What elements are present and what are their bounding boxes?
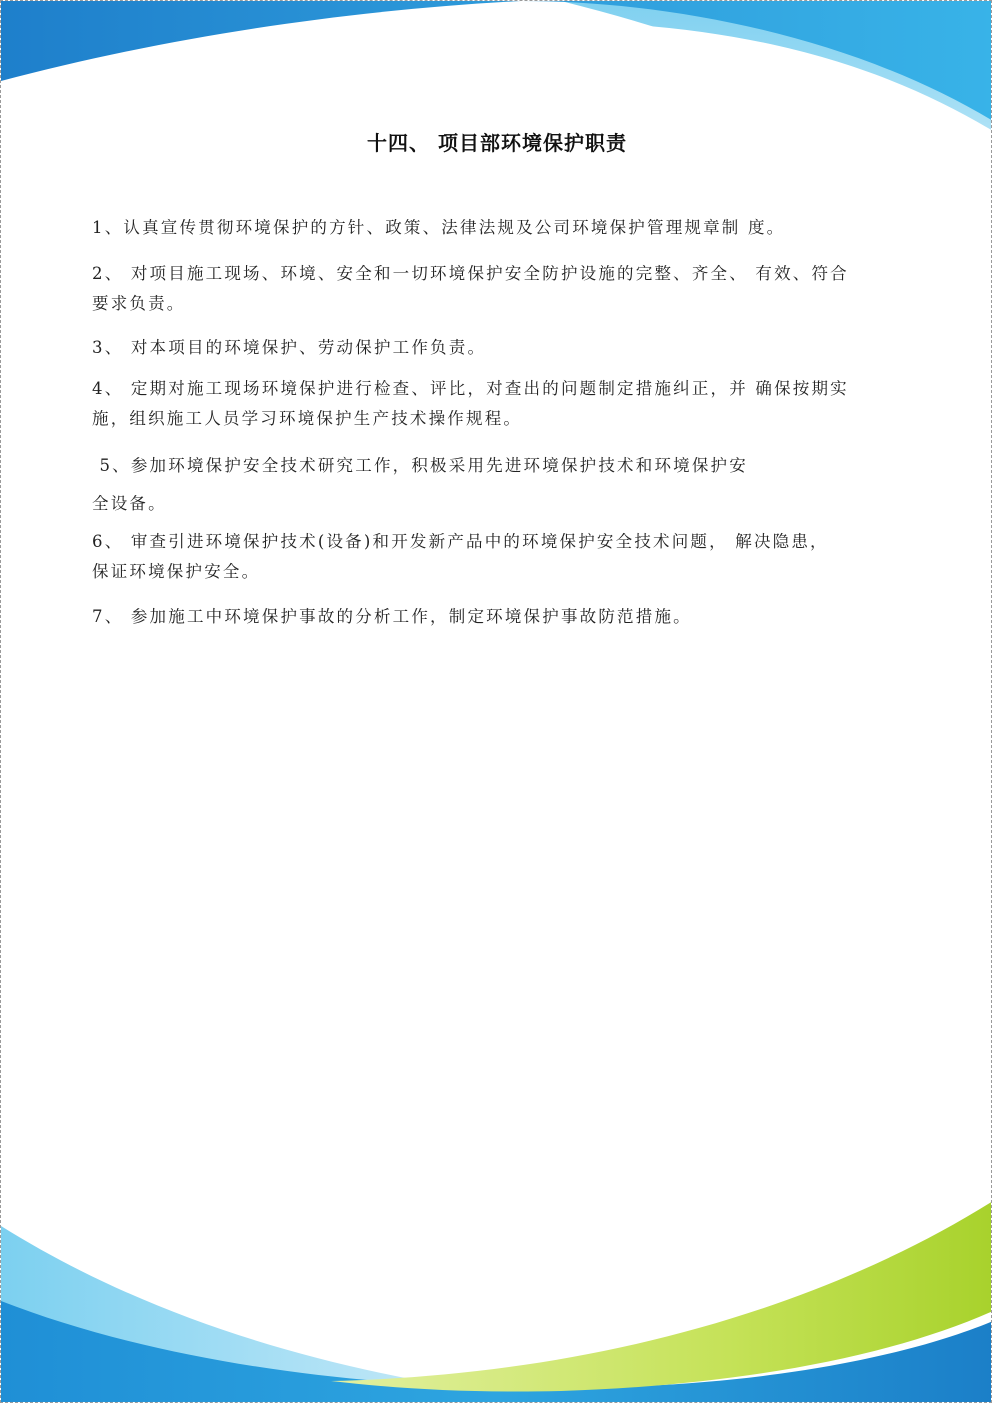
- duty-line: 施，组织施工人员学习环境保护生产技术操作规程。: [92, 409, 523, 428]
- duty-item-4: [92, 374, 892, 434]
- duty-item-2: [92, 259, 892, 319]
- page-title: 十四、 项目部环境保护职责: [367, 131, 627, 155]
- decorative-background: [1, 1, 992, 1403]
- duty-item-5: [92, 447, 892, 523]
- duty-line: 3、 对本项目的环境保护、劳动保护工作负责。: [92, 338, 487, 357]
- duty-line: 5、参加环境保护安全技术研究工作，积极采用先进环境保护技术和环境保护安: [92, 456, 748, 475]
- duty-item-3: [92, 333, 892, 363]
- duty-line: 要求负责。: [92, 294, 186, 313]
- duty-line: 6、 审查引进环境保护技术(设备)和开发新产品中的环境保护安全技术问题， 解决隐患，: [92, 532, 829, 551]
- duty-item-7: [92, 602, 892, 632]
- duty-line: 全设备。: [92, 494, 167, 513]
- duty-item-1: [92, 213, 892, 243]
- duty-line: 保证环境保护安全。: [92, 562, 261, 581]
- duty-line: 2、 对项目施工现场、环境、安全和一切环境保护安全防护设施的完整、齐全、 有效、符合: [92, 264, 849, 283]
- duty-line: 1、认真宣传贯彻环境保护的方针、政策、法律法规及公司环境保护管理规章制 度。: [92, 218, 786, 237]
- duty-item-6: [92, 527, 892, 587]
- duty-line: 7、 参加施工中环境保护事故的分析工作，制定环境保护事故防范措施。: [92, 607, 692, 626]
- duty-line: 4、 定期对施工现场环境保护进行检查、评比，对查出的问题制定措施纠正，并 确保按期实: [92, 379, 849, 398]
